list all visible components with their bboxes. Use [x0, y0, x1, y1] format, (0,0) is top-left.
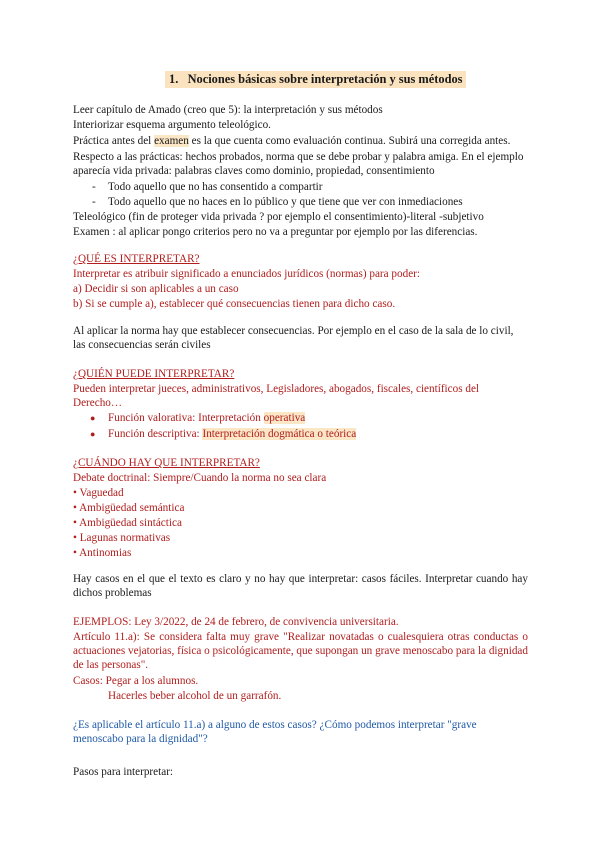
heading-text: Nociones básicas sobre interpretación y sus métodos [187, 72, 463, 86]
list-item: • Lagunas normativas [73, 532, 171, 544]
cases-line-2: Hacerles beber alcohol de un garrafón. [108, 690, 282, 702]
steps-line: Pasos para interpretar: [73, 766, 174, 778]
intro-line-5: Teleológico (fin de proteger vida privada ? por ejemplo el consentimiento)-literal -subjetivo [73, 211, 484, 223]
section-title-cuando: ¿CUÁNDO HAY QUE INTERPRETAR? [73, 457, 260, 469]
section-title-quien: ¿QUIÉN PUEDE INTERPRETAR? [73, 368, 235, 380]
dash-item-1: Todo aquello que no has consentido a compartir [108, 181, 323, 193]
intro-line-2: Interiorizar esquema argumento teleológico. [73, 119, 271, 131]
list-item: • Vaguedad [73, 487, 124, 499]
highlight-dogmatica: Interpretación dogmática o teórica [202, 428, 357, 440]
bullet-item-2-a: Función descriptiva: [108, 428, 203, 440]
intro-line-1: Leer capítulo de Amado (creo que 5): la interpretación y sus métodos [73, 104, 383, 116]
sec3-paragraph: Hay casos en el que el texto es claro y no hay que interpretar: casos fáciles. Interpretar cuando hay dichos problemas [73, 573, 528, 599]
bullet-item-1 [108, 411, 305, 425]
list-item: • Ambigüedad sintáctica [73, 517, 182, 529]
highlight-operativa: operativa [263, 412, 306, 424]
dash-item-2: Todo aquello que no haces en lo público y que tiene que ver con inmediaciones [108, 196, 463, 208]
cases-line: Casos: Pegar a los alumnos. [73, 675, 199, 687]
sec1-line-1: Interpretar es atribuir significado a enunciados jurídicos (normas) para poder: [73, 268, 420, 280]
section-title-que-es: ¿QUÉ ES INTERPRETAR? [73, 253, 200, 265]
question-paragraph: ¿Es aplicable el artículo 11.a) a alguno de estos casos? ¿Cómo podemos interpretar "grave menoscabo para la dignidad"? [73, 719, 477, 745]
sec1-paragraph: Al aplicar la norma hay que establecer consecuencias. Por ejemplo en el caso de la sala de lo civil, las consecuencias serán civiles [73, 325, 514, 351]
sec1-line-2: a) Decidir si son aplicables a un caso [73, 283, 239, 295]
dash-marker: - [92, 181, 96, 193]
examples-title: EJEMPLOS: Ley 3/2022, de 24 de febrero, de convivencia universitaria. [73, 616, 399, 628]
bullet-icon: ● [90, 413, 96, 423]
dash-marker: - [92, 196, 96, 208]
sec2-line-1: Pueden interpretar jueces, administrativos, Legisladores, abogados, fiscales, científicos del Derecho… [73, 383, 480, 409]
intro-line-6: Examen : al aplicar pongo criterios pero no va a preguntar por ejemplo por las diferencias. [73, 226, 478, 238]
intro-line-3-c: es la que cuenta como evaluación continua. Subirá una corregida antes. [188, 135, 511, 147]
highlight-examen: examen [154, 135, 189, 147]
sec3-line-1: Debate doctrinal: Siempre/Cuando la norma no sea clara [73, 472, 327, 484]
heading-number: 1. [169, 72, 179, 86]
intro-line-3-a: Práctica antes del [73, 135, 155, 147]
sec1-line-3: b) Si se cumple a), establecer qué consecuencias tienen para dicho caso. [73, 298, 396, 310]
list-item: • Antinomias [73, 547, 132, 559]
intro-line-3 [73, 134, 510, 148]
intro-line-4: Respecto a las prácticas: hechos probados, norma que se debe probar y palabra amiga. En el ejemplo aparecía vida privada: palabras claves como dominio, propiedad, consentimiento [73, 151, 524, 177]
bullet-icon: ● [90, 429, 96, 439]
bullet-item-1-a: Función valorativa: Interpretación [108, 412, 264, 424]
bullet-item-2 [108, 427, 356, 441]
section-heading [165, 71, 466, 88]
article-quote: Artículo 11.a): Se considera falta muy grave "Realizar novatadas o cualesquiera otras conductas o actuaciones vejatorias, física o psicológicamente, que supongan un grave menoscabo para la dignidad de las personas". [73, 631, 528, 671]
list-item: • Ambigüedad semántica [73, 502, 185, 514]
